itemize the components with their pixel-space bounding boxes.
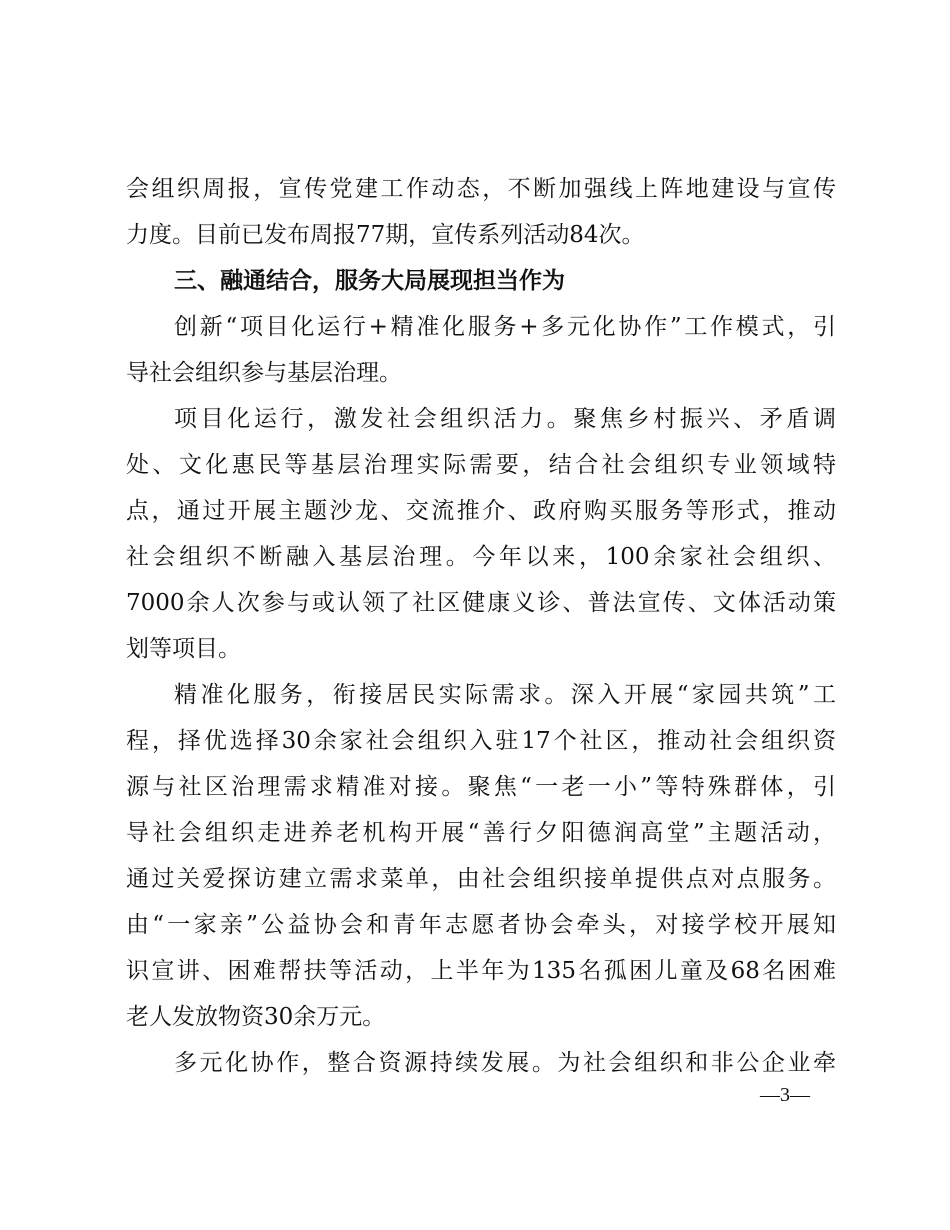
text-line: 由“一家亲”公益协会和青年志愿者协会牵头，对接学校开展知 [126, 912, 836, 938]
text-line: 划等项目。 [126, 636, 241, 662]
text-line: 处、文化惠民等基层治理实际需要，结合社会组织专业领域特 [126, 452, 836, 478]
text-line: 精准化服务，衔接居民实际需求。深入开展“家园共筑”工 [174, 682, 836, 708]
text-line: 7000余人次参与或认领了社区健康义诊、普法宣传、文体活动策 [126, 590, 836, 616]
text-line: 力度。目前已发布周报77期，宣传系列活动84次。 [126, 222, 645, 248]
text-line: 识宣讲、困难帮扶等活动，上半年为135名孤困儿童及68名困难 [126, 958, 836, 984]
text-line: 会组织周报，宣传党建工作动态，不断加强线上阵地建设与宣传 [126, 176, 836, 202]
text-line: 程，择优选择30余家社会组织入驻17个社区，推动社会组织资 [126, 728, 836, 754]
text-line: 创新“项目化运行+精准化服务+多元化协作”工作模式，引 [174, 314, 836, 340]
text-line: 点，通过开展主题沙龙、交流推介、政府购买服务等形式，推动 [126, 498, 836, 524]
page-number: —3— [760, 1084, 810, 1106]
text-line: 项目化运行，激发社会组织活力。聚焦乡村振兴、矛盾调 [174, 406, 836, 432]
text-line: 导社会组织参与基层治理。 [126, 360, 402, 386]
text-line: 通过关爱探访建立需求菜单，由社会组织接单提供点对点服务。 [126, 866, 836, 892]
text-line: 多元化协作，整合资源持续发展。为社会组织和非公企业牵 [174, 1050, 836, 1076]
text-line: 源与社区治理需求精准对接。聚焦“一老一小”等特殊群体，引 [126, 774, 836, 800]
text-line: 社会组织不断融入基层治理。今年以来，100余家社会组织、 [126, 544, 836, 570]
text-line: 导社会组织走进养老机构开展“善行夕阳德润高堂”主题活动， [126, 820, 836, 846]
section-heading: 三、融通结合，服务大局展现担当作为 [174, 268, 565, 294]
text-line: 老人发放物资30余万元。 [126, 1004, 386, 1030]
